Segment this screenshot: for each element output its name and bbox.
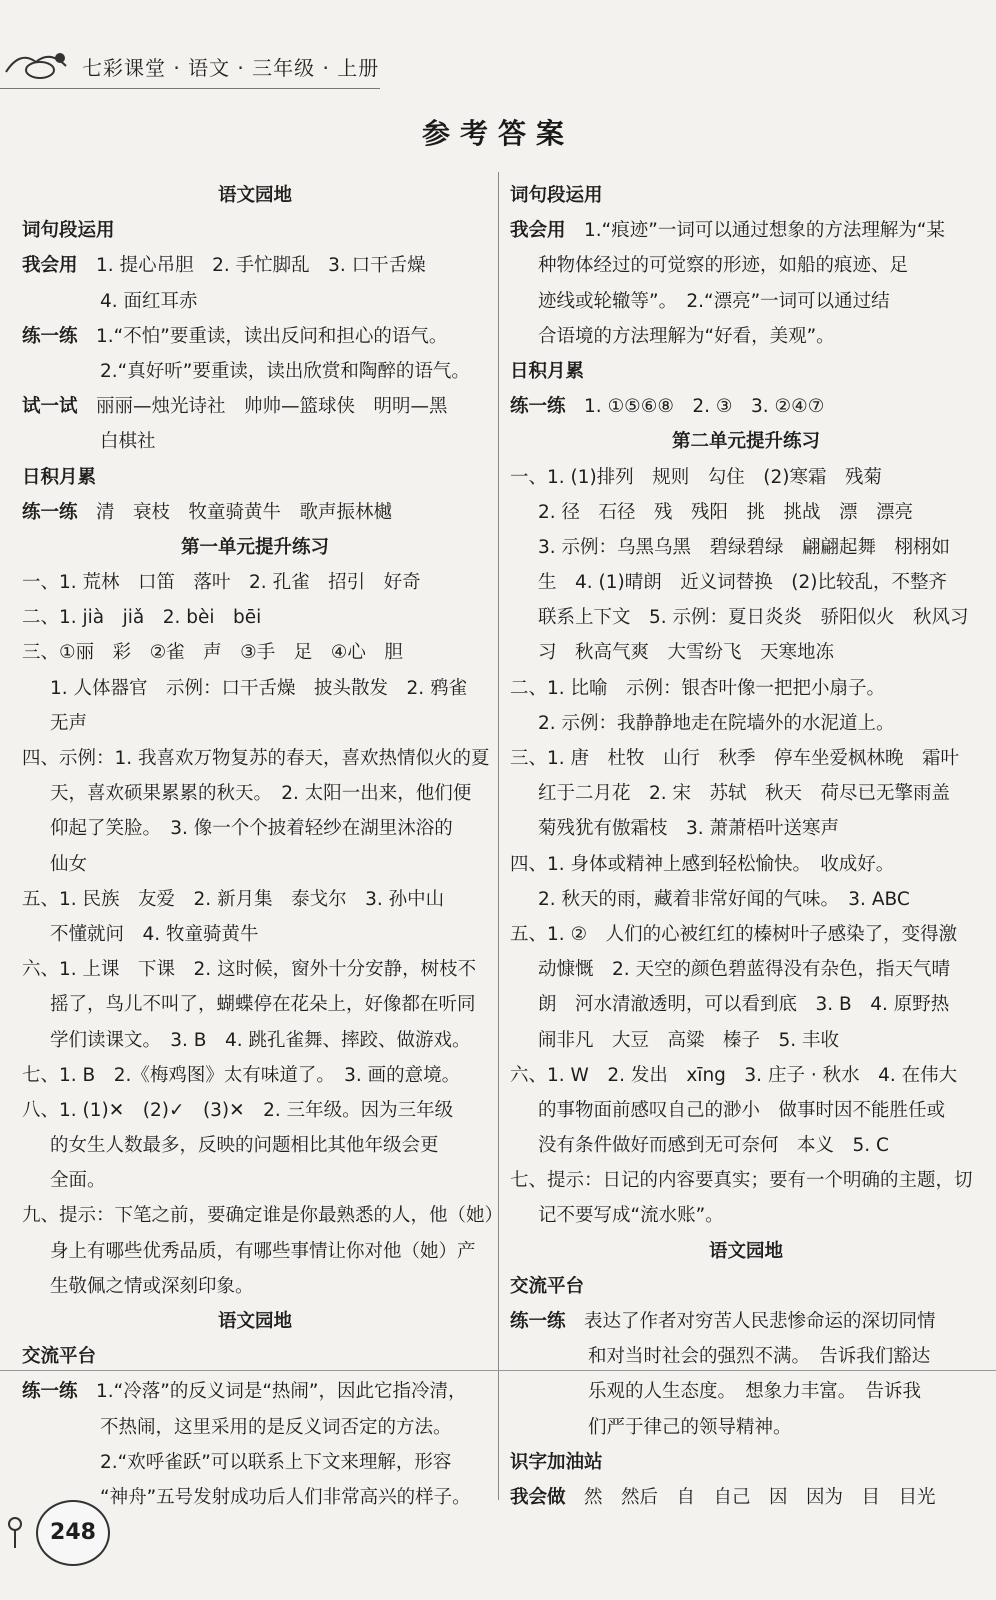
answer-text: 摇了，鸟儿不叫了，蝴蝶停在花朵上，好像都在听同 [50, 994, 476, 1016]
exercise-label: 试一试 [22, 396, 78, 418]
answer-line [510, 671, 982, 706]
answer-line [510, 1023, 982, 1058]
answer-text: 闹非凡 大豆 高粱 榛子 5. 丰收 [538, 1029, 840, 1051]
section-heading [510, 424, 982, 459]
answer-text: 生 4. (1)晴朗 近义词替换 (2)比较乱，不整齐 [538, 572, 947, 594]
answer-line [22, 1023, 488, 1058]
answer-text: 七、提示：日记的内容要真实；要有一个明确的主题，切 [510, 1170, 973, 1192]
answer-line [510, 1304, 982, 1339]
answer-text: 交流平台 [22, 1346, 97, 1368]
answer-text: 的女生人数最多，反映的问题相比其他年级会更 [50, 1135, 439, 1157]
section-heading [22, 1304, 488, 1339]
exercise-label: 练一练 [22, 501, 78, 523]
answer-text: 三、①丽 彩 ②雀 声 ③手 足 ④心 胆 [22, 642, 403, 664]
exercise-label: 练一练 [22, 325, 78, 347]
answer-text: 3. 示例：乌黑乌黑 碧绿碧绿 翩翩起舞 栩栩如 [538, 536, 951, 558]
answer-line [510, 1058, 982, 1093]
answer-text: 二、1. 比喻 示例：银杏叶像一把把小扇子。 [510, 677, 886, 699]
answer-line [22, 1374, 488, 1409]
answer-line [22, 917, 488, 952]
answer-text: 全面。 [50, 1170, 106, 1192]
answer-text: 2. 径 石径 残 残阳 挑 挑战 漂 漂亮 [538, 501, 914, 523]
answer-text: 日积月累 [510, 360, 585, 382]
answer-text: 第二单元提升练习 [671, 431, 820, 453]
answer-text: 无声 [50, 712, 88, 734]
section-heading [22, 530, 488, 565]
answer-text: 们严于律己的领导精神。 [588, 1416, 792, 1438]
answer-text: 身上有哪些优秀品质，有哪些事情让你对他（她）产 [50, 1240, 476, 1262]
page-header [0, 38, 420, 98]
answer-text: 朗 河水清澈透明，可以看到底 3. B 4. 原野热 [538, 994, 950, 1016]
header-rule [0, 88, 380, 89]
section-heading [22, 178, 488, 213]
header-title: 七彩课堂 · 语文 · 三年级 · 上册 [82, 56, 380, 80]
answer-line [22, 1410, 488, 1445]
answer-line [510, 600, 982, 635]
answer-text: 1.“痕迹”一词可以通过想象的方法理解为“某 [584, 220, 945, 242]
answer-text: 识字加油站 [510, 1451, 603, 1473]
answer-text: 1. 人体器官 示例：口干舌燥 披头散发 2. 鸦雀 [50, 677, 468, 699]
answer-line [510, 1128, 982, 1163]
answer-text: 语文园地 [708, 1240, 783, 1262]
answer-text: 然 然后 自 自己 因 因为 目 目光 [584, 1486, 936, 1508]
answer-text: 四、示例：1. 我喜欢万物复苏的春天，喜欢热情似火的夏 [22, 748, 490, 769]
answer-text: 天，喜欢硕果累累的秋天。 2. 太阳一出来，他们便 [50, 783, 472, 805]
answer-line [22, 424, 488, 459]
answer-text: 1.“冷落”的反义词是“热闹”，因此它指冷清， [96, 1381, 467, 1403]
answer-line [22, 847, 488, 882]
answer-line [510, 213, 982, 248]
answer-line [510, 1374, 982, 1409]
answer-line [510, 811, 982, 846]
answer-text: 仙女 [50, 853, 88, 875]
answer-line [22, 671, 488, 706]
answer-line [22, 952, 488, 987]
answer-text: 六、1. W 2. 发出 xīng 3. 庄子 · 秋水 4. 在伟大 [510, 1064, 958, 1086]
left-column [22, 178, 504, 1515]
answer-text: 白棋社 [100, 431, 156, 453]
section-heading [510, 1234, 982, 1269]
answer-line [22, 284, 488, 319]
exercise-label: 我会用 [22, 255, 78, 277]
answer-text: 菊残犹有傲霜枝 3. 萧萧梧叶送寒声 [538, 818, 840, 840]
answer-line [22, 776, 488, 811]
answer-text: 1. 提心吊胆 2. 手忙脚乱 3. 口干舌燥 [96, 255, 426, 277]
answer-text: 不热闹，这里采用的是反义词否定的方法。 [100, 1416, 452, 1438]
answer-line [22, 389, 488, 424]
answer-line [22, 1093, 488, 1128]
column-divider [498, 172, 499, 1500]
answer-text: 乐观的人生态度。 想象力丰富。 告诉我 [588, 1381, 922, 1403]
answer-line [510, 1410, 982, 1445]
answer-text: 迹线或轮辙等”。 2.“漂亮”一词可以通过结 [538, 290, 890, 312]
answer-text: 五、1. 民族 友爱 2. 新月集 泰戈尔 3. 孙中山 [22, 888, 445, 910]
answer-text: 4. 面红耳赤 [100, 290, 198, 312]
answer-line [510, 1093, 982, 1128]
answer-line [510, 389, 982, 424]
answer-line [510, 776, 982, 811]
exercise-label: 练一练 [22, 1381, 78, 1403]
answer-text: 没有条件做好而感到无可奈何 本义 5. C [538, 1135, 889, 1157]
footer-rule [0, 1370, 996, 1371]
answer-line [22, 741, 488, 776]
page-number: 248 [36, 1500, 110, 1566]
answer-line [510, 565, 982, 600]
answer-line [22, 706, 488, 741]
page-title: 参考答案 [421, 117, 574, 150]
answer-line [510, 741, 982, 776]
answer-text: 动慷慨 2. 天空的颜色碧蓝得没有杂色，指天气晴 [538, 959, 951, 981]
answer-line [22, 600, 488, 635]
answer-line [22, 1445, 488, 1480]
answer-line [510, 495, 982, 530]
answer-text: 和对当时社会的强烈不满。 告诉我们豁达 [588, 1346, 931, 1368]
answer-text: 一、1. 荒林 口笛 落叶 2. 孔雀 招引 好奇 [22, 572, 421, 594]
answer-text: 词句段运用 [510, 185, 603, 206]
answer-text: 合语境的方法理解为“好看，美观”。 [538, 325, 835, 347]
answer-line [22, 1128, 488, 1163]
exercise-label: 我会用 [510, 220, 566, 242]
answer-text: “神舟”五号发射成功后人们非常高兴的样子。 [100, 1486, 471, 1508]
answer-text: 五、1. ② 人们的心被红红的榛树叶子感染了，变得激 [510, 923, 958, 945]
subsection-heading [510, 178, 982, 213]
answer-line [22, 811, 488, 846]
subsection-heading [510, 1269, 982, 1304]
subsection-heading [510, 1445, 982, 1480]
book-logo-icon [2, 44, 72, 84]
answer-line [22, 987, 488, 1022]
answer-line [22, 248, 488, 283]
subsection-heading [510, 354, 982, 389]
answer-line [22, 495, 488, 530]
answer-line [510, 882, 982, 917]
answer-text: 四、1. 身体或精神上感到轻松愉快。 收成好。 [510, 853, 895, 875]
answer-line [22, 354, 488, 389]
answer-text: 八、1. (1)✕ (2)✓ (3)✕ 2. 三年级。因为三年级 [22, 1099, 454, 1121]
answer-line [510, 319, 982, 354]
answer-text: 种物体经过的可觉察的形迹，如船的痕迹、足 [538, 255, 909, 277]
answer-text: 1.“不怕”要重读，读出反问和担心的语气。 [96, 325, 448, 347]
answer-text: 2.“欢呼雀跃”可以联系上下文来理解，形容 [100, 1451, 452, 1473]
answer-text: 丽丽—烛光诗社 帅帅—篮球侠 明明—黑 [96, 396, 448, 418]
answer-text: 交流平台 [510, 1275, 585, 1297]
answer-line [510, 460, 982, 495]
answer-text: 2.“真好听”要重读，读出欣赏和陶醉的语气。 [100, 360, 470, 382]
subsection-heading [22, 460, 488, 495]
answer-text: 二、1. jià jiǎ 2. bèi bēi [22, 607, 262, 629]
answer-line [510, 248, 982, 283]
answer-text: 语文园地 [217, 1311, 292, 1332]
answer-line [22, 635, 488, 670]
answer-text: 六、1. 上课 下课 2. 这时候，窗外十分安静，树枝不 [22, 959, 477, 981]
answer-line [510, 635, 982, 670]
right-column [510, 178, 982, 1515]
answer-text: 2. 示例：我静静地走在院墙外的水泥道上。 [538, 712, 895, 734]
exercise-label: 练一练 [510, 1311, 566, 1332]
answer-text: 仰起了笑脸。 3. 像一个个披着轻纱在湖里沐浴的 [50, 818, 453, 840]
exercise-label: 练一练 [510, 396, 566, 418]
answer-line [22, 319, 488, 354]
exercise-label: 我会做 [510, 1486, 566, 1508]
answer-text: 不懂就问 4. 牧童骑黄牛 [50, 923, 259, 945]
answer-text: 的事物面前感叹自己的渺小 做事时因不能胜任或 [538, 1099, 946, 1121]
answer-text: 生敬佩之情或深刻印象。 [50, 1275, 254, 1297]
answer-text: 1. ①⑤⑥⑧ 2. ③ 3. ②④⑦ [584, 396, 825, 418]
answer-line [22, 1234, 488, 1269]
answer-line [510, 987, 982, 1022]
answer-line [22, 1163, 488, 1198]
answer-text: 第一单元提升练习 [180, 536, 329, 558]
answer-line [510, 706, 982, 741]
answer-line [510, 847, 982, 882]
answer-text: 记不要写成“流水账”。 [538, 1205, 724, 1227]
answer-line [22, 1058, 488, 1093]
answer-text: 三、1. 唐 杜牧 山行 秋季 停车坐爱枫林晚 霜叶 [510, 748, 960, 769]
answer-line [510, 1480, 982, 1515]
answer-line [510, 952, 982, 987]
answer-text: 七、1. B 2.《梅鸡图》太有味道了。 3. 画的意境。 [22, 1064, 461, 1086]
answer-line [510, 1163, 982, 1198]
answer-text: 日积月累 [22, 466, 97, 488]
answer-text: 表达了作者对穷苦人民悲惨命运的深切同情 [584, 1311, 936, 1332]
answer-text: 清 衰枝 牧童骑黄牛 歌声振林樾 [96, 501, 393, 523]
answer-text: 九、提示：下笔之前，要确定谁是你最熟悉的人，他（她） [22, 1205, 504, 1227]
answer-line [22, 565, 488, 600]
answer-line [510, 917, 982, 952]
answer-line [510, 1198, 982, 1233]
answer-text: 联系上下文 5. 示例：夏日炎炎 骄阳似火 秋风习 [538, 607, 969, 629]
flower-decoration-icon [0, 1510, 30, 1550]
answer-line [22, 1269, 488, 1304]
answer-line [22, 1198, 504, 1233]
subsection-heading [22, 213, 488, 248]
answer-text: 习 秋高气爽 大雪纷飞 天寒地冻 [538, 642, 835, 664]
answer-line [510, 284, 982, 319]
answer-line [510, 530, 982, 565]
answer-text: 语文园地 [217, 185, 292, 206]
answer-text: 2. 秋天的雨，藏着非常好闻的气味。 3. ABC [538, 888, 910, 910]
answer-text: 词句段运用 [22, 220, 115, 242]
answer-text: 红于二月花 2. 宋 苏轼 秋天 荷尽已无擎雨盖 [538, 783, 951, 805]
answer-line [22, 882, 488, 917]
answer-text: 学们读课文。 3. B 4. 跳孔雀舞、摔跤、做游戏。 [50, 1029, 471, 1051]
answer-text: 一、1. (1)排列 规则 勾住 (2)寒霜 残菊 [510, 466, 882, 488]
